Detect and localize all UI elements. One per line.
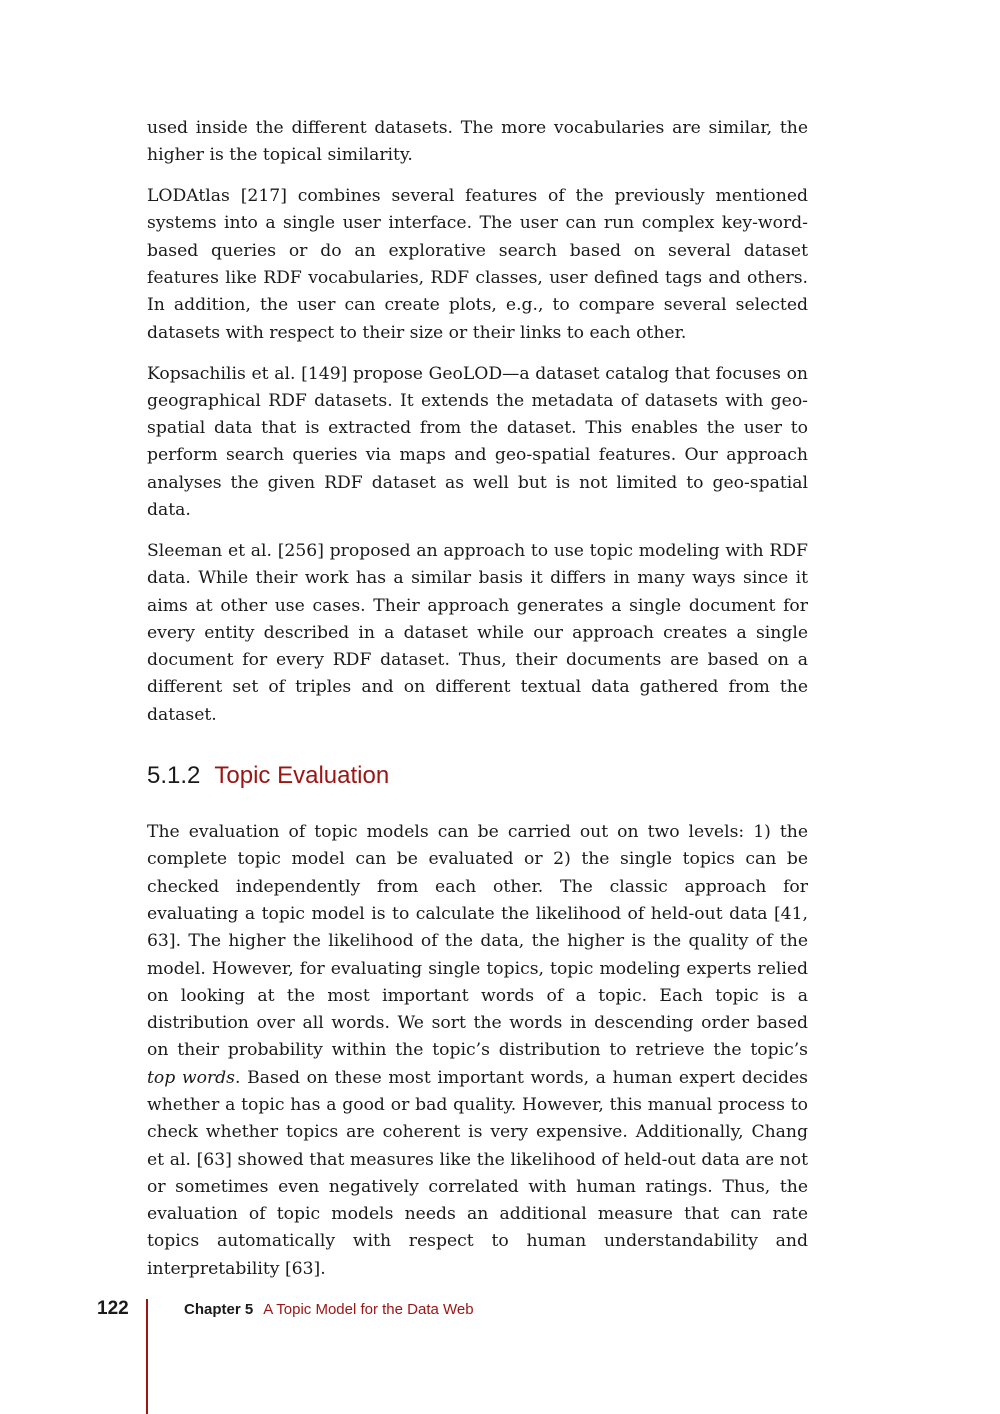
section-heading: [147, 761, 808, 791]
paragraph-continued-vocabularies: used inside the different datasets. The more vocabularies are similar, the higher is the topical similarity.: [147, 118, 808, 166]
footer-chapter-title: A Topic Model for the Data Web: [263, 1301, 474, 1318]
italic-term-top-words: top words: [147, 1067, 235, 1088]
footer-chapter-label: Chapter 5: [184, 1301, 254, 1318]
paragraph-text-before-italic: The evaluation of topic models can be carried out on two levels: 1) the complete topic model can be evaluated or 2) the single topics can be checked independently from each other. The classic approach for evaluating a topic model is to calculate the likelihood of held-out data [41, 63]. The higher the likelihood of the data, the higher is the quality of the model. However, for evaluating single topics, topic modeling experts relied on looking at the most important words of a topic. Each topic is a distribution over all words. We sort the words in descending order based on their probability within the topic’s distribution to retrieve the topic’s: [147, 822, 808, 1061]
section-number: 5.1.2: [147, 762, 201, 790]
section-title: Topic Evaluation: [214, 762, 390, 790]
paragraph-geolod: Kopsachilis et al. [149] propose GeoLOD—a dataset catalog that focuses on geographical RDF datasets. It extends the metadata of datasets with geo-spatial data that is extracted from the dataset. This enables the user to perform search queries via maps and geo-spatial features. Our approach analyses the given RDF dataset as well but is not limited to geo-spatial data.: [147, 363, 808, 521]
paragraph-text-after-italic: . Based on these most important words, a human expert decides whether a topic has a good or bad quality. However, this manual process to check whether topics are coherent is very expensive. Additionally, Chang et al. [63] showed that measures like the likelihood of held-out data are not or sometimes even negatively correlated with human ratings. Thus, the evaluation of topic models needs an additional measure that can rate topics automatically with respect to human understandability and interpretability [63].: [147, 1067, 808, 1279]
paragraph-topic-evaluation: [147, 819, 808, 1283]
paragraph-sleeman: Sleeman et al. [256] proposed an approach to use topic modeling with RDF data. While their work has a similar basis it differs in many ways since it aims at other use cases. Their approach generates a single document for every entity described in a dataset while our approach creates a single document for every RDF dataset. Thus, their documents are based on a different set of triples and on different textual data gathered from the dataset.: [147, 540, 808, 725]
paragraph-lodatlas: LODAtlas [217] combines several features of the previously mentioned systems into a single user interface. The user can run complex key-word-based queries or do an explorative search based on several dataset features like RDF vocabularies, RDF classes, user defined tags and others. In addition, the user can create plots, e.g., to compare several selected datasets with respect to their size or their links to each other.: [147, 186, 808, 343]
body-text: [147, 115, 808, 1297]
footer-running-title: [184, 1301, 474, 1318]
footer-divider-rule: [146, 1299, 148, 1414]
footer-page-number: 122: [97, 1298, 129, 1319]
